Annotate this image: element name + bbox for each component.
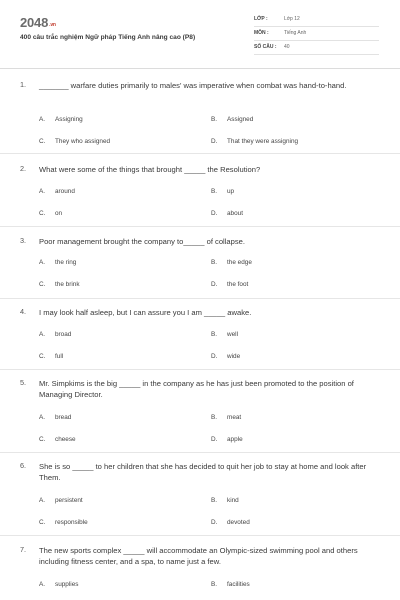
option-d[interactable]	[211, 281, 248, 288]
option-d[interactable]	[211, 519, 250, 526]
option-letter: B.	[211, 497, 218, 504]
meta-label: LỚP :	[254, 16, 268, 22]
option-letter: A.	[39, 414, 46, 421]
option-b[interactable]	[211, 188, 234, 195]
question-text: The new sports complex _____ will accommodate an Olympic-sized swimming pool and others including fitness center, and a spa, to name just a few.	[39, 546, 358, 566]
option-a[interactable]	[39, 414, 71, 421]
document-title: 400 câu trắc nghiệm Ngữ pháp Tiếng Anh nâng cao (P8)	[20, 34, 196, 41]
option-text: Assigned	[227, 116, 254, 123]
option-text: about	[227, 210, 243, 217]
option-text: on	[55, 210, 63, 217]
logo-domain: .vn	[49, 22, 56, 28]
question-text: I may look half asleep, but I can assure you I am _____ awake.	[39, 308, 252, 317]
option-text: up	[227, 188, 235, 195]
option-text: kind	[227, 497, 239, 504]
option-a[interactable]	[39, 581, 78, 588]
option-letter: A.	[39, 259, 46, 266]
option-b[interactable]	[211, 259, 252, 266]
option-letter: B.	[211, 188, 218, 195]
option-text: They who assigned	[55, 138, 111, 145]
option-letter: C.	[39, 138, 46, 145]
option-letter: B.	[211, 259, 218, 266]
site-logo[interactable]	[20, 15, 56, 30]
option-text: persistent	[55, 497, 83, 504]
question-number: 7.	[20, 545, 27, 554]
option-text: full	[55, 353, 64, 360]
option-a[interactable]	[39, 259, 76, 266]
meta-row-count	[254, 42, 379, 55]
option-text: responsible	[55, 519, 88, 526]
option-letter: A.	[39, 116, 46, 123]
worksheet-header	[0, 0, 400, 68]
question-text: She is so _____ to her children that she has decided to quit her job to stay at home and look after Them.	[39, 462, 367, 482]
option-b[interactable]	[211, 414, 241, 421]
option-text: devoted	[227, 519, 250, 526]
option-letter: C.	[39, 353, 46, 360]
option-text: That they were assigning	[227, 138, 299, 145]
question-divider	[0, 452, 400, 453]
option-a[interactable]	[39, 188, 75, 195]
option-a[interactable]	[39, 497, 83, 504]
option-letter: B.	[211, 116, 218, 123]
option-a[interactable]	[39, 116, 83, 123]
meta-row-subject	[254, 28, 379, 41]
option-text: around	[55, 188, 75, 195]
option-text: broad	[55, 331, 72, 338]
question-divider	[0, 298, 400, 299]
meta-value: Tiếng Anh	[284, 30, 307, 36]
question-divider	[0, 153, 400, 154]
question-number: 5.	[20, 378, 27, 387]
meta-value: Lớp 12	[284, 16, 300, 22]
question-text: What were some of the things that brought _____ the Resolution?	[39, 165, 261, 174]
logo-text: 2048	[20, 15, 49, 30]
option-text: well	[227, 331, 239, 338]
option-text: bread	[55, 414, 72, 421]
option-letter: D.	[211, 281, 218, 288]
option-text: Assigning	[55, 116, 83, 123]
option-b[interactable]	[211, 331, 238, 338]
meta-label: MÔN :	[254, 30, 269, 36]
option-letter: D.	[211, 353, 218, 360]
option-text: the brink	[55, 281, 80, 288]
meta-label: SỐ CÂU :	[254, 44, 277, 50]
option-letter: B.	[211, 414, 218, 421]
option-text: facilities	[227, 581, 250, 588]
option-letter: C.	[39, 436, 46, 443]
option-letter: D.	[211, 138, 218, 145]
question-number: 2.	[20, 164, 27, 173]
option-letter: C.	[39, 519, 46, 526]
option-letter: A.	[39, 581, 46, 588]
option-text: the edge	[227, 259, 252, 266]
option-letter: B.	[211, 581, 218, 588]
question-text: Mr. Simpkims is the big _____ in the company as he has just been promoted to the position of Managing Director.	[39, 379, 354, 399]
option-c[interactable]	[39, 353, 63, 360]
option-text: cheese	[55, 436, 76, 443]
question-divider	[0, 369, 400, 370]
option-letter: D.	[211, 436, 218, 443]
question-text: _______ warfare duties primarily to males' was imperative when combat was hand-to-hand.	[39, 81, 347, 90]
option-text: the foot	[227, 281, 249, 288]
option-letter: A.	[39, 188, 46, 195]
option-letter: D.	[211, 210, 218, 217]
option-letter: C.	[39, 210, 46, 217]
option-a[interactable]	[39, 331, 71, 338]
option-c[interactable]	[39, 436, 76, 443]
option-letter: A.	[39, 331, 46, 338]
option-d[interactable]	[211, 353, 240, 360]
meta-value: 40	[284, 44, 290, 50]
option-c[interactable]	[39, 281, 80, 288]
option-text: meat	[227, 414, 242, 421]
question-divider	[0, 226, 400, 227]
option-c[interactable]	[39, 138, 110, 145]
option-letter: D.	[211, 519, 218, 526]
header-divider	[0, 68, 400, 69]
option-d[interactable]	[211, 138, 298, 145]
option-letter: B.	[211, 331, 218, 338]
option-b[interactable]	[211, 581, 250, 588]
question-number: 1.	[20, 80, 27, 89]
question-text: Poor management brought the company to_____ of collapse.	[39, 237, 246, 246]
option-d[interactable]	[211, 210, 243, 217]
option-text: wide	[227, 353, 241, 360]
question-number: 6.	[20, 461, 27, 470]
question-divider	[0, 535, 400, 536]
question-number: 3.	[20, 236, 27, 245]
question-number: 4.	[20, 307, 27, 316]
option-d[interactable]	[211, 436, 243, 443]
option-b[interactable]	[211, 497, 239, 504]
meta-row-class	[254, 14, 379, 27]
option-text: the ring	[55, 259, 77, 266]
option-letter: A.	[39, 497, 46, 504]
option-letter: C.	[39, 281, 46, 288]
option-c[interactable]	[39, 210, 62, 217]
option-text: supplies	[55, 581, 79, 588]
option-b[interactable]	[211, 116, 253, 123]
option-text: apple	[227, 436, 243, 443]
option-c[interactable]	[39, 519, 88, 526]
